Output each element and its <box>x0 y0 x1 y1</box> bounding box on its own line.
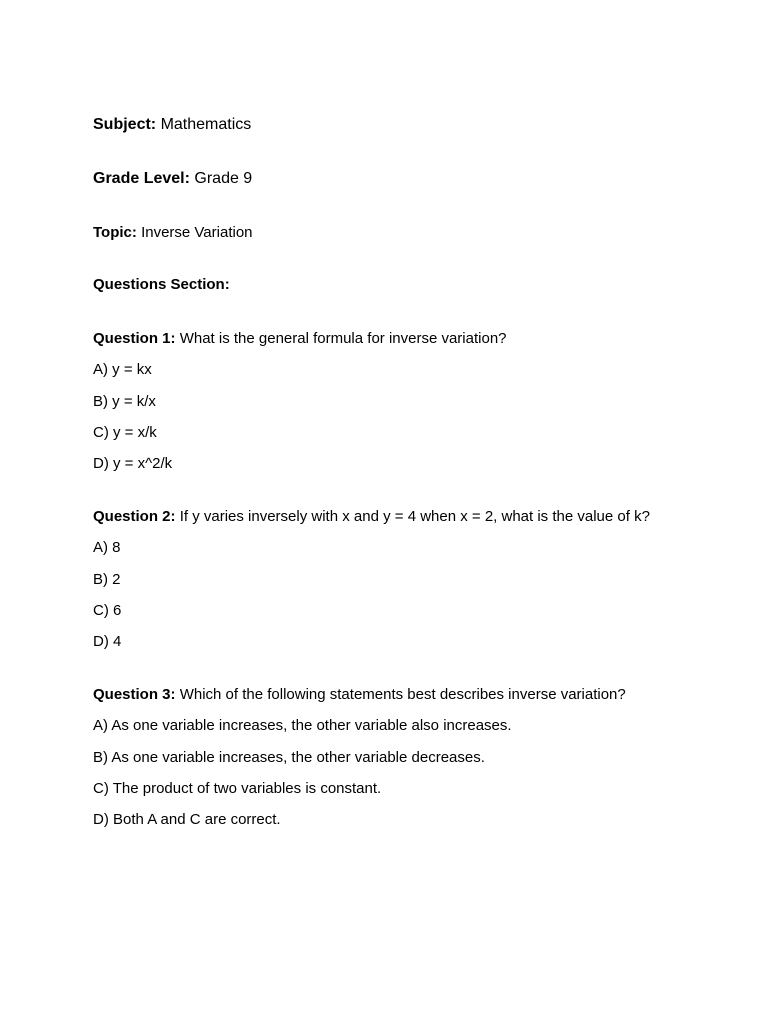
question-3-text: Which of the following statements best describes inverse variation? <box>179 686 626 703</box>
question-3-option-d: D) Both A and C are correct. <box>93 811 281 828</box>
subject-value: Mathematics <box>160 116 252 133</box>
question-1-option-a: A) y = kx <box>93 361 152 378</box>
question-3 <box>93 687 626 702</box>
question-3-option-c: C) The product of two variables is constant. <box>93 780 382 797</box>
question-2-label: Question 2: <box>93 508 176 525</box>
question-1-option-b: B) y = k/x <box>93 393 156 410</box>
grade-level-line <box>93 171 252 187</box>
question-1-option-c: C) y = x/k <box>93 424 157 441</box>
question-2 <box>93 509 650 524</box>
question-1 <box>93 331 507 346</box>
question-1-text: What is the general formula for inverse variation? <box>179 330 507 347</box>
subject-label: Subject: <box>93 116 157 133</box>
grade-level-label: Grade Level: <box>93 170 190 187</box>
question-2-option-c: C) 6 <box>93 602 122 619</box>
grade-level-value: Grade 9 <box>194 170 253 187</box>
question-2-text: If y varies inversely with x and y = 4 when x = 2, what is the value of k? <box>179 508 650 525</box>
topic-value: Inverse Variation <box>141 224 253 241</box>
question-3-option-a: A) As one variable increases, the other variable also increases. <box>93 717 512 734</box>
question-1-option-d: D) y = x^2/k <box>93 455 173 472</box>
question-3-option-b: B) As one variable increases, the other variable decreases. <box>93 749 485 766</box>
question-3-label: Question 3: <box>93 686 176 703</box>
subject-line <box>93 117 251 133</box>
question-1-label: Question 1: <box>93 330 176 347</box>
question-2-option-a: A) 8 <box>93 539 121 556</box>
question-2-option-d: D) 4 <box>93 633 122 650</box>
topic-label: Topic: <box>93 224 137 241</box>
topic-line <box>93 225 253 240</box>
questions-section-heading: Questions Section: <box>93 276 230 293</box>
question-2-option-b: B) 2 <box>93 571 121 588</box>
